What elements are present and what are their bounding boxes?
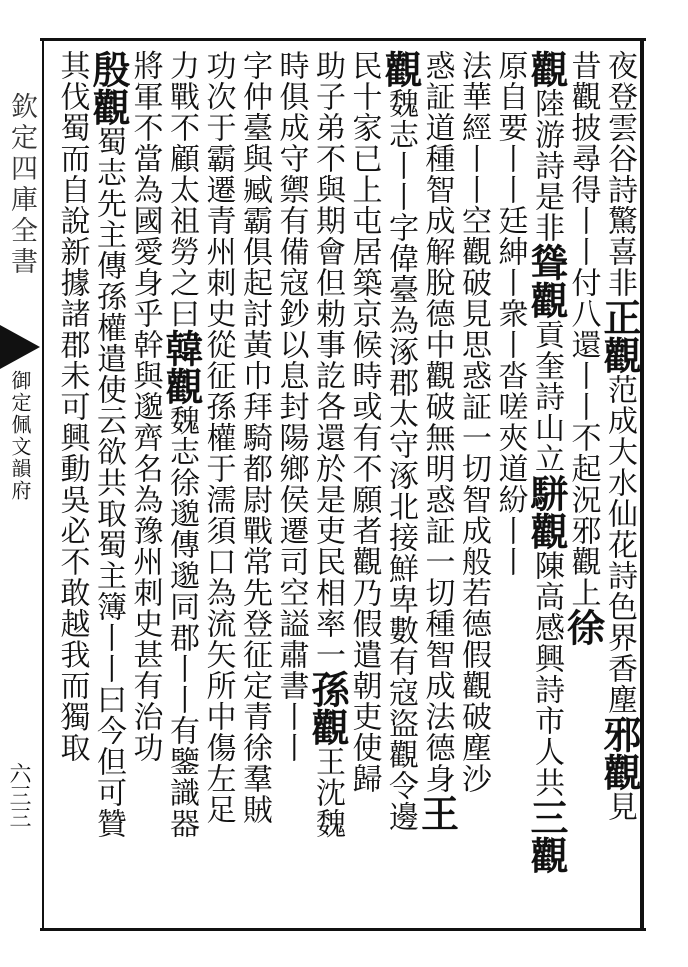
text-column: [414, 50, 460, 920]
text-column: [305, 50, 350, 920]
bottom-rule: [40, 928, 646, 931]
text-column: [378, 50, 423, 920]
entry-heading: 韓觀: [159, 329, 204, 405]
book-subtitle: 御定佩文韻府: [8, 370, 32, 502]
text-column: [55, 50, 89, 920]
entry-heading: 聳觀: [524, 243, 569, 319]
page-number: 六三三: [6, 762, 31, 828]
entry-text: 將軍不當為國愛身乎: [127, 50, 163, 329]
text-column: [86, 50, 131, 920]
entry-text: 昔觀披尋得丨丨: [565, 50, 601, 267]
text-column: [201, 50, 235, 920]
entry-text: 幹與邈齊名為豫州刺史甚有治功: [127, 329, 163, 763]
text-column: [128, 50, 162, 920]
text-column: [456, 50, 490, 920]
entry-text: 貢奎詩山立: [529, 319, 564, 474]
entry-heading: 駢觀: [524, 474, 569, 550]
entry-text: 時俱成守禦有備寇鈔以息封陽鄉侯遷司空謚肅: [273, 50, 309, 670]
entry-text: 蜀志先主傳孫權遣使云欲共取蜀主簿丨丨曰今但可贊: [91, 126, 126, 839]
right-rule: [640, 38, 644, 931]
text-column: [347, 50, 381, 920]
entry-text: 見: [602, 791, 637, 822]
text-column: [274, 50, 308, 920]
entry-heading: 正觀: [597, 298, 642, 374]
text-column: [493, 50, 527, 920]
entry-text: 字仲臺與臧霸俱起討黃巾拜騎都尉戰常先登征定青徐羣賊: [237, 50, 272, 825]
entry-text: 魏志徐邈傳邈同郡丨丨有鑒識器: [164, 405, 199, 839]
entry-text: 范成大水仙花詩色界香塵: [602, 374, 637, 715]
entry-text: 力戰不顧太祖勞之曰: [164, 50, 199, 329]
entry-heading: 王: [414, 794, 460, 832]
entry-heading: 觀: [524, 50, 569, 88]
entry-heading: 邪觀: [597, 715, 642, 791]
fish-tail-mark: [0, 325, 40, 369]
entry-text: 王沈魏: [310, 746, 345, 839]
top-rule: [40, 38, 646, 41]
entry-text: 陳高感興詩市人共: [529, 550, 564, 798]
margin-rule: [42, 38, 44, 931]
entry-text: 助子弟不與期會但勅事訖各還於是吏民相率一: [310, 50, 345, 670]
entry-heading: 殷觀: [86, 50, 131, 126]
entry-text: 惑証道種智成解脫德中觀破無明惑証一切種智成法德身: [419, 50, 455, 794]
entry-text: 其伐蜀而自說新據諸郡未可興動吳必不敢越我而獨取: [54, 50, 90, 763]
entry-text: 功次于霸遷青州刺史從征孫權于濡須口為流矢所中傷左足: [200, 50, 236, 825]
entry-text: 付八還丨丨不起況邪觀上: [565, 267, 601, 608]
entry-heading: 觀: [378, 50, 423, 88]
entry-text: 原自要丨丨: [492, 50, 528, 205]
text-column: [237, 50, 271, 920]
entry-text: 書丨丨: [273, 670, 309, 763]
entry-text: 民十家已上屯居築京候時或有不願者觀乃假遣朝吏使歸: [346, 50, 382, 794]
text-column: [524, 50, 569, 920]
text-column: [159, 50, 204, 920]
margin-strip: [0, 40, 40, 940]
text-column: [597, 50, 642, 920]
entry-text: 魏志丨丨字偉臺為涿郡太守涿北接鮮卑數有寇盜觀令邊: [383, 88, 418, 832]
entry-heading: 三觀: [524, 798, 569, 874]
entry-text: 夜登雲谷詩驚喜非: [602, 50, 637, 298]
entry-text: 陸游詩是非: [529, 88, 564, 243]
entry-heading: 徐: [560, 608, 606, 646]
text-column: [560, 50, 606, 920]
book-title: 欽定四庫全書: [6, 92, 37, 278]
entry-text: 廷紳丨衆丨: [492, 205, 528, 360]
entry-heading: 孫觀: [305, 670, 350, 746]
entry-text: 法華經丨丨空觀破見思惑証一切智成般若德假觀破塵沙: [456, 50, 491, 794]
entry-text: 沓嗟夾道紛丨丨: [492, 360, 528, 577]
